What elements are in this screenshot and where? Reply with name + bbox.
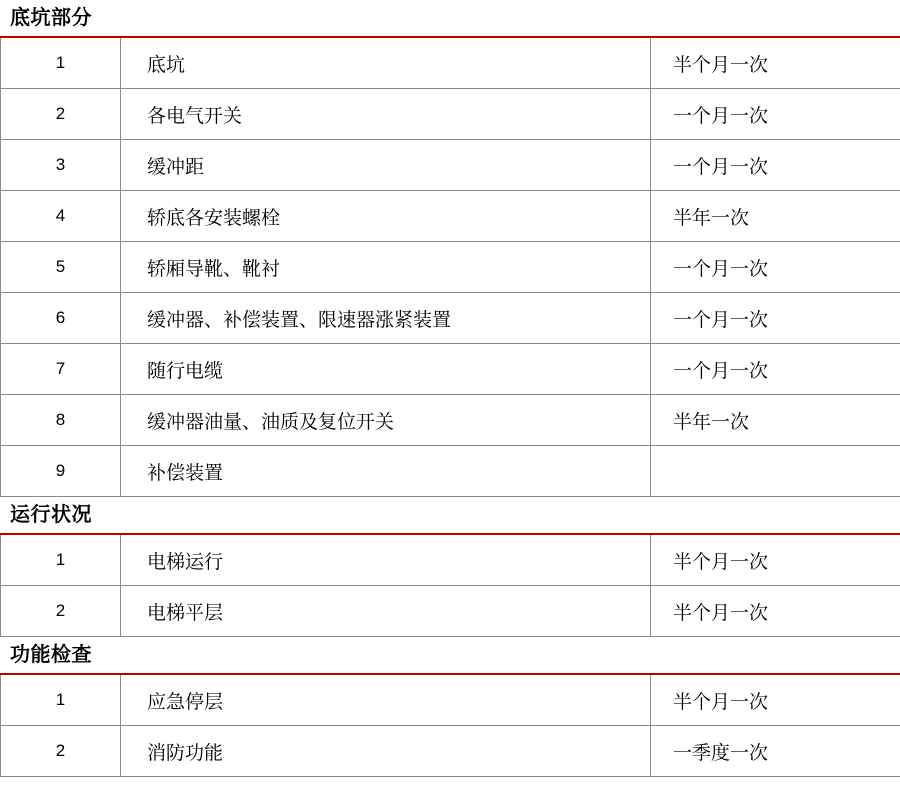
row-number: 5 — [1, 242, 121, 293]
row-frequency: 一季度一次 — [651, 726, 900, 777]
table-row — [1, 38, 900, 89]
row-frequency: 半个月一次 — [651, 586, 900, 637]
row-item: 缓冲距 — [121, 140, 651, 191]
row-item: 消防功能 — [121, 726, 651, 777]
table-row — [1, 726, 900, 777]
table-row — [1, 293, 900, 344]
row-item: 各电气开关 — [121, 89, 651, 140]
row-item: 补偿装置 — [121, 446, 651, 497]
table-row — [1, 242, 900, 293]
section-function-check — [0, 637, 900, 777]
section-table — [0, 535, 900, 637]
row-number: 1 — [1, 675, 121, 726]
row-number: 6 — [1, 293, 121, 344]
row-frequency: 半个月一次 — [651, 535, 900, 586]
row-number: 4 — [1, 191, 121, 242]
row-number: 2 — [1, 89, 121, 140]
row-frequency: 半年一次 — [651, 191, 900, 242]
row-item: 电梯平层 — [121, 586, 651, 637]
table-row — [1, 395, 900, 446]
row-frequency: 一个月一次 — [651, 293, 900, 344]
row-item: 随行电缆 — [121, 344, 651, 395]
row-frequency: 一个月一次 — [651, 242, 900, 293]
row-frequency: 半个月一次 — [651, 38, 900, 89]
row-frequency — [651, 446, 900, 497]
row-frequency: 一个月一次 — [651, 344, 900, 395]
row-item: 电梯运行 — [121, 535, 651, 586]
table-row — [1, 535, 900, 586]
row-item: 底坑 — [121, 38, 651, 89]
section-title: 运行状况 — [10, 504, 92, 526]
table-row — [1, 344, 900, 395]
row-frequency: 半个月一次 — [651, 675, 900, 726]
row-item: 轿厢导靴、靴衬 — [121, 242, 651, 293]
table-row — [1, 140, 900, 191]
table-row — [1, 446, 900, 497]
row-number: 9 — [1, 446, 121, 497]
table-row — [1, 191, 900, 242]
row-item: 缓冲器油量、油质及复位开关 — [121, 395, 651, 446]
row-item: 应急停层 — [121, 675, 651, 726]
row-number: 1 — [1, 38, 121, 89]
row-frequency: 一个月一次 — [651, 140, 900, 191]
row-item: 缓冲器、补偿装置、限速器涨紧装置 — [121, 293, 651, 344]
table-row — [1, 89, 900, 140]
row-number: 1 — [1, 535, 121, 586]
row-item: 轿底各安装螺栓 — [121, 191, 651, 242]
section-operation-status — [0, 497, 900, 637]
row-number: 7 — [1, 344, 121, 395]
row-number: 2 — [1, 586, 121, 637]
section-title: 底坑部分 — [10, 7, 92, 29]
section-title: 功能检查 — [10, 644, 92, 666]
row-frequency: 一个月一次 — [651, 89, 900, 140]
row-number: 3 — [1, 140, 121, 191]
section-table — [0, 675, 900, 777]
section-table — [0, 38, 900, 497]
row-frequency: 半年一次 — [651, 395, 900, 446]
row-number: 8 — [1, 395, 121, 446]
row-number: 2 — [1, 726, 121, 777]
table-row — [1, 675, 900, 726]
table-row — [1, 586, 900, 637]
